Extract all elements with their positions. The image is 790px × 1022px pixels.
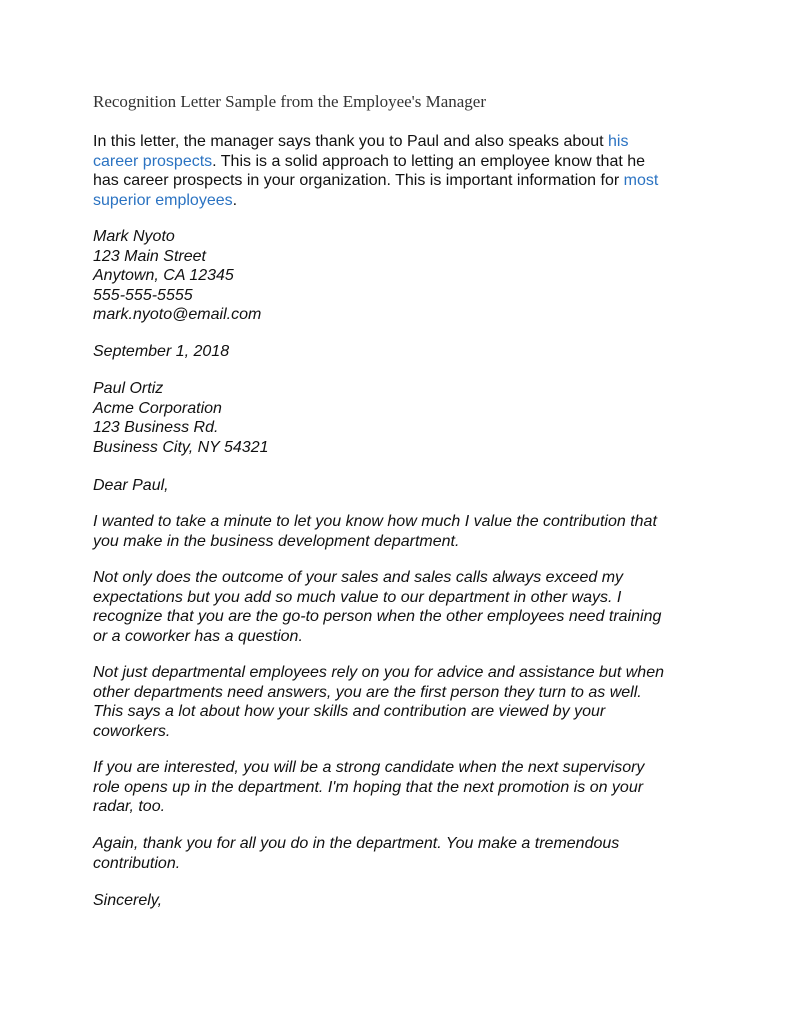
text-line: expectations but you add so much value to our department in other ways. I <box>93 588 622 606</box>
intro-text: . This is a solid approach to letting an employee know that he <box>212 152 646 170</box>
body-paragraph-1 <box>93 512 657 551</box>
text-line: role opens up in the department. I'm hoping that the next promotion is on your <box>93 778 644 796</box>
text-line: September 1, 2018 <box>93 343 230 360</box>
text-line: Dear Paul, <box>93 477 169 494</box>
text-line: you make in the business development department. <box>93 532 460 550</box>
text-line: radar, too. <box>93 798 166 815</box>
text-line: I wanted to take a minute to let you know how much I value the contribution that <box>93 513 657 530</box>
text-line: Anytown, CA 12345 <box>93 267 234 284</box>
body-paragraph-3 <box>93 663 664 741</box>
superior-employees-link[interactable]: most <box>623 172 659 189</box>
text-line: Mark Nyoto <box>93 228 175 245</box>
text-line: Sincerely, <box>93 892 163 909</box>
letter-date <box>93 342 229 362</box>
text-line: other departments need answers, you are the first person they turn to as well. <box>93 683 642 701</box>
intro-text: has career prospects in your organization. This is important information for <box>93 172 624 189</box>
body-paragraph-2 <box>93 568 661 646</box>
text-line: mark.nyoto@email.com <box>93 306 262 323</box>
text-line: recognize that you are the go-to person when the other employees need training <box>93 608 662 625</box>
career-prospects-link[interactable]: his <box>607 133 629 150</box>
text-line: or a coworker has a question. <box>93 627 303 645</box>
text-line: contribution. <box>93 854 181 872</box>
text-line: Not only does the outcome of your sales and sales calls always exceed my <box>93 569 624 586</box>
closing <box>93 891 162 911</box>
body-paragraph-5 <box>93 834 619 873</box>
intro-paragraph <box>93 132 658 210</box>
intro-text: . <box>232 191 238 209</box>
salutation <box>93 476 169 496</box>
text-line: 555-555-5555 <box>93 286 193 304</box>
superior-employees-link-cont[interactable]: superior employees <box>93 191 233 209</box>
text-line: 123 Main Street <box>93 247 206 265</box>
body-paragraph-4 <box>93 758 644 817</box>
intro-text: In this letter, the manager says thank you to Paul and also speaks about <box>93 133 608 150</box>
text-line: coworkers. <box>93 722 171 740</box>
text-line: Not just departmental employees rely on you for advice and assistance but when <box>93 664 664 681</box>
text-line: 123 Business Rd. <box>93 419 219 436</box>
career-prospects-link-cont[interactable]: career prospects <box>93 152 213 170</box>
text-line: Business City, NY 54321 <box>93 438 269 456</box>
sender-address <box>93 227 261 325</box>
text-line: Paul Ortiz <box>93 380 164 397</box>
text-line: If you are interested, you will be a strong candidate when the next supervisory <box>93 759 645 776</box>
text-line: This says a lot about how your skills and contribution are viewed by your <box>93 703 606 720</box>
text-line: Again, thank you for all you do in the department. You make a tremendous <box>93 835 620 852</box>
text-line: Acme Corporation <box>93 399 222 417</box>
recipient-address <box>93 379 269 457</box>
page-title: Recognition Letter Sample from the Employee's Manager <box>93 92 487 111</box>
